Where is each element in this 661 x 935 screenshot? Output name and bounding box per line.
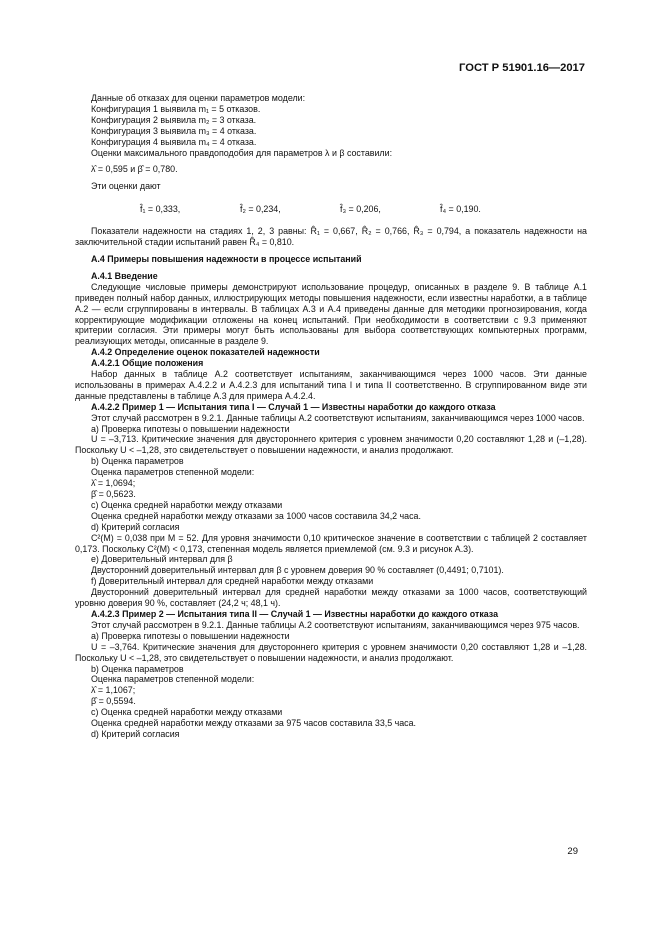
- f-value: f̂₁ = 0,333,: [140, 204, 181, 215]
- ex1-line: b) Оценка параметров: [91, 456, 184, 467]
- section-heading-a421: А.4.2.1 Общие положения: [91, 358, 204, 369]
- ex1-line: Оценка средней наработки между отказами за 1000 часов составила 34,2 часа.: [91, 510, 421, 521]
- ex1-line: e) Доверительный интервал для β: [91, 554, 233, 565]
- f-value: f̂₃ = 0,206,: [340, 204, 381, 215]
- ex1-line: Двусторонний доверительный интервал для средней наработки между отказами за 1000 часов, соответствующий уровню доверия 90 %, составляет (24,2 ч; 48,1 ч).: [75, 587, 587, 609]
- ex2-line: b) Оценка параметров: [91, 663, 184, 674]
- ex2-line: c) Оценка средней наработки между отказами: [91, 707, 283, 718]
- ex1-line: C²(M) = 0,038 при M = 52. Для уровня значимости 0,10 критическое значение в соответствии с таблицей 2 составляет 0,173. Поскольку C²(M) < 0,173, степенная модель является приемлемой (см. 9.3 и рисунок А.3).: [75, 532, 587, 554]
- intro-line: Конфигурация 1 выявила m₁ = 5 отказов.: [91, 103, 261, 114]
- section-heading-a42: А.4.2 Определение оценок показателей надежности: [91, 347, 320, 358]
- a41-paragraph: Следующие числовые примеры демонстрируют использование процедур, описанных в разделе 9. В таблице А.1 приведен полный набор данных, иллюстрирующих методы повышения надежности, если известны наработки, а в таблице А.2 — если сгруппированы в интервалы. В таблицах А.3 и А.4 приведены данные для методики прогнозирования, когда корректирующие модификации отложены на конец испытаний. При необходимости в соответствии с 9.3 применяют критерии согласия. Эти примеры могут быть использованы для выбора соответствующих компьютерных программ, реализующих методы, описанные в разделе 9.: [75, 281, 587, 347]
- document-header: ГОСТ Р 51901.16—2017: [459, 62, 585, 74]
- ex1-line: d) Критерий согласия: [91, 521, 180, 532]
- document-body: [75, 93, 587, 740]
- ex1-line: β̂ = 0,5623.: [91, 489, 136, 499]
- ex2-line: Оценка параметров степенной модели:: [91, 674, 255, 685]
- ex2-line: β̂ = 0,5594.: [91, 696, 136, 707]
- intro-line: Конфигурация 3 выявила m₃ = 4 отказа.: [91, 125, 257, 136]
- ex1-line: f) Доверительный интервал для средней наработки между отказами: [91, 576, 374, 587]
- f-value: f̂₂ = 0,234,: [240, 204, 281, 215]
- ex1-line: U = –3,713. Критические значения для двустороннего критерия с уровнем значимости 0,20 составляют 1,28 и (–1,28). Поскольку U < –1,28, это свидетельствует о повышении надежности, и анализ продолжают.: [75, 434, 587, 456]
- section-heading-a41: А.4.1 Введение: [91, 270, 158, 281]
- ex2-line: Оценка средней наработки между отказами за 975 часов составила 33,5 часа.: [91, 718, 417, 729]
- ex1-line: c) Оценка средней наработки между отказами: [91, 499, 283, 510]
- ex2-line: U = –3,764. Критические значения для двустороннего критерия с уровнем значимости 0,20 составляют 1,28 и –1,28. Поскольку U < –1,28, это свидетельствует о повышении надежности, и анализ продолжают.: [75, 641, 587, 663]
- these-give-line: Эти оценки дают: [91, 181, 161, 192]
- reliability-paragraph: Показатели надежности на стадиях 1, 2, 3 равны: R̂₁ = 0,667, R̂₂ = 0,766, R̂₃ = 0,794, а показатель надежности на заключительной стадии испытаний равен R̂₄ = 0,810.: [75, 226, 587, 248]
- intro-line: Данные об отказах для оценки параметров модели:: [91, 93, 306, 103]
- ex1-line: Оценка параметров степенной модели:: [91, 467, 255, 478]
- example-2-block: [75, 620, 587, 740]
- page-number: 29: [567, 846, 578, 857]
- ex2-line: Этот случай рассмотрен в 9.2.1. Данные таблицы А.2 соответствуют испытаниям, заканчивающимся через 975 часов.: [91, 619, 580, 630]
- estimates-line: λ̂ = 0,595 и β̂ = 0,780.: [91, 164, 178, 175]
- example-1-block: [75, 413, 587, 609]
- section-heading-a423: А.4.2.3 Пример 2 — Испытания типа II — Случай 1 — Известны наработки до каждого отказа: [91, 608, 499, 619]
- intro-line: Конфигурация 4 выявила m₄ = 4 отказа.: [91, 136, 257, 147]
- f-values-row: [140, 204, 587, 215]
- ex1-line: a) Проверка гипотезы о повышении надежности: [91, 423, 290, 434]
- a421-paragraph: Набор данных в таблице А.2 соответствует испытаниям, заканчивающимся через 1000 часов. Эти данные использованы в примерах А.4.2.2 и А.4.2.3 для испытаний типа I и типа II соответственно. В сгруппированном виде эти данные представлены в таблице А.3 для примера А.4.2.4.: [75, 369, 587, 401]
- ex2-line: d) Критерий согласия: [91, 728, 180, 739]
- intro-line: Оценки максимального правдоподобия для параметров λ и β составили:: [91, 147, 393, 158]
- ex2-line: a) Проверка гипотезы о повышении надежности: [91, 630, 290, 641]
- ex1-line: λ̂ = 1,0694;: [91, 478, 136, 489]
- intro-line: Конфигурация 2 выявила m₂ = 3 отказа.: [91, 114, 257, 125]
- ex2-line: λ̂ = 1,1067;: [91, 685, 136, 696]
- f-value: f̂₄ = 0,190.: [440, 204, 481, 215]
- section-heading-a422: А.4.2.2 Пример 1 — Испытания типа I — Случай 1 — Известны наработки до каждого отказа: [91, 401, 496, 412]
- section-heading-a4: А.4 Примеры повышения надежности в процессе испытаний: [91, 253, 362, 264]
- intro-block: [75, 93, 587, 158]
- ex1-line: Двусторонний доверительный интервал для β с уровнем доверия 90 % составляет (0,4491; 0,7101).: [91, 565, 504, 576]
- ex1-line: Этот случай рассмотрен в 9.2.1. Данные таблицы А.2 соответствуют испытаниям, заканчивающимся через 1000 часов.: [91, 412, 585, 423]
